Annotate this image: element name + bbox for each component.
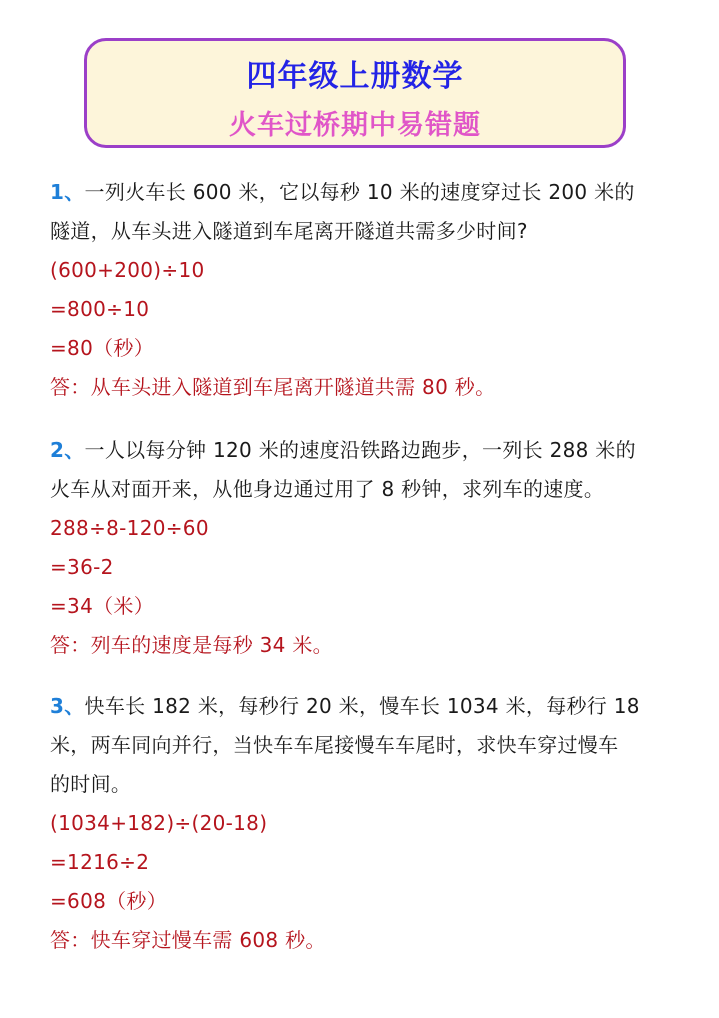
problem-question-line: 的时间。 <box>50 772 132 796</box>
page-subtitle: 火车过桥期中易错题 <box>229 110 481 141</box>
problem-question-line: 1、一列火车长 600 米，它以每秒 10 米的速度穿过长 200 米的 <box>50 180 635 204</box>
problem-question-line: 米，两车同向并行，当快车车尾接慢车车尾时，求快车穿过慢车 <box>50 733 619 757</box>
solution-step: (600+200)÷10 <box>50 258 205 282</box>
problem-question-line: 2、一人以每分钟 120 米的速度沿铁路边跑步，一列长 288 米的 <box>50 438 636 462</box>
problem-question-line: 火车从对面开来，从他身边通过用了 8 秒钟，求列车的速度。 <box>50 477 605 501</box>
problem-number: 1、 <box>50 180 85 204</box>
solution-step: =800÷10 <box>50 297 150 321</box>
solution-step: =36-2 <box>50 555 114 579</box>
solution-step: =608（秒） <box>50 889 168 913</box>
page-title: 四年级上册数学 <box>246 59 464 94</box>
problem-question-line: 3、快车长 182 米，每秒行 20 米，慢车长 1034 米，每秒行 18 <box>50 694 640 718</box>
answer-line: 答：列车的速度是每秒 34 米。 <box>50 633 333 657</box>
problem-question-line: 隧道，从车头进入隧道到车尾离开隧道共需多少时间? <box>50 219 528 243</box>
problem-2 <box>50 431 680 665</box>
solution-step: 288÷8-120÷60 <box>50 516 209 540</box>
title-box <box>84 38 626 148</box>
problem-number: 3、 <box>50 694 85 718</box>
solution-step: (1034+182)÷(20-18) <box>50 811 268 835</box>
solution-step: =34（米） <box>50 594 155 618</box>
problem-3 <box>50 687 680 960</box>
solution-step: =1216÷2 <box>50 850 150 874</box>
solution-step: =80（秒） <box>50 336 155 360</box>
answer-line: 答：快车穿过慢车需 608 秒。 <box>50 928 326 952</box>
problem-1 <box>50 173 680 407</box>
problem-number: 2、 <box>50 438 85 462</box>
answer-line: 答：从车头进入隧道到车尾离开隧道共需 80 秒。 <box>50 375 496 399</box>
